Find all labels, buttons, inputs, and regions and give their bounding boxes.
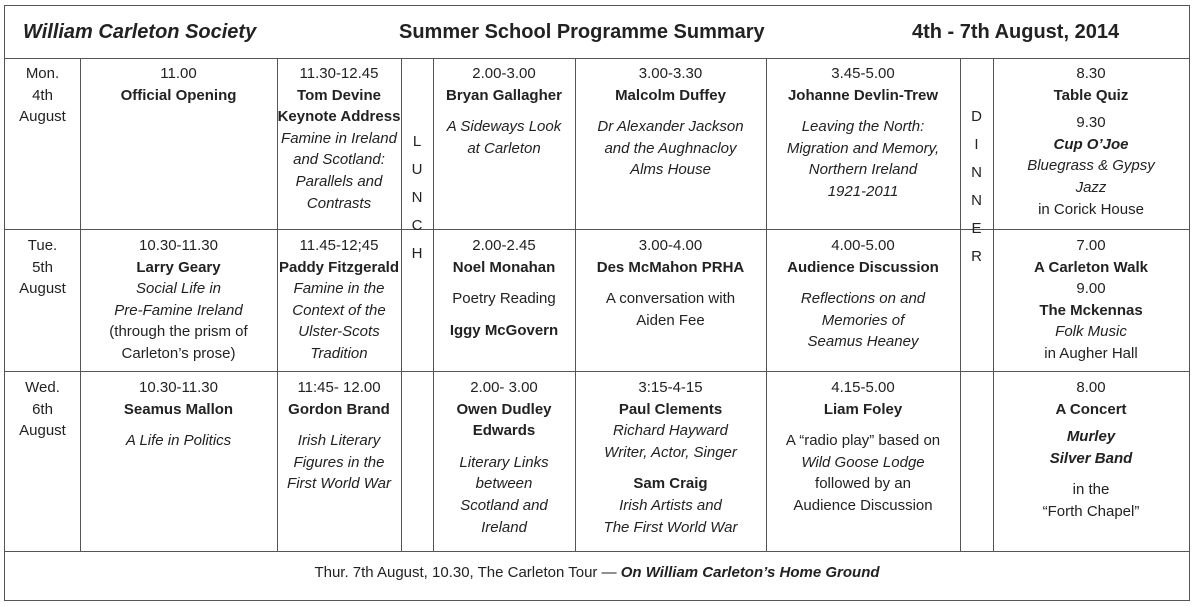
day-monday: Mon. 4th August: [19, 65, 66, 126]
session-mon-3: 2.00-3.00 Bryan Gallagher A Sideways Look at Carleton: [446, 65, 562, 157]
session-tue-4: 3.00-4.00 Des McMahon PRHA A conversation with Aiden Fee: [596, 237, 745, 329]
session-wed-2: 11:45- 12.00 Gordon Brand Irish Literary Figures in the First World War: [287, 379, 391, 493]
programme-dates: 4th - 7th August, 2014: [912, 21, 1120, 43]
day-wednesday: Wed. 6th August: [19, 379, 66, 440]
session-wed-evening: 8.00 A Concert Murley Silver Band in the “Forth Chapel”: [1042, 379, 1140, 520]
footer-highlight: On William Carleton’s Home Ground: [620, 564, 880, 581]
session-wed-1: 10.30-11.30 Seamus Mallon A Life in Politics: [123, 379, 234, 450]
society-name: William Carleton Society: [23, 21, 257, 43]
session-tue-5: 4.00-5.00 Audience Discussion Reflections on and Memories of Seamus Heaney: [787, 237, 939, 351]
session-mon-4: 3.00-3.30 Malcolm Duffey Dr Alexander Jackson and the Aughnacloy Alms House: [597, 65, 744, 179]
session-wed-4: 3:15-4-15 Paul Clements Richard Hayward Writer, Actor, Singer Sam Craig Irish Artists and The First World War: [603, 379, 738, 536]
dinner-label: D I N N E R: [971, 108, 982, 265]
session-tue-1: 10.30-11.30 Larry Geary Social Life in Pre-Famine Ireland (through the prism of Carleton’s prose): [109, 237, 248, 362]
header-divider: [5, 58, 1189, 59]
session-wed-5: 4.15-5.00 Liam Foley A “radio play” based on Wild Goose Lodge followed by an Audience Discussion: [785, 379, 941, 514]
footer-tour: [5, 553, 1189, 599]
programme-title: Summer School Programme Summary: [399, 21, 765, 43]
session-tue-3: 2.00-2.45 Noel Monahan Poetry Reading Iggy McGovern: [449, 237, 559, 339]
session-wed-3: 2.00- 3.00 Owen Dudley Edwards Literary Links between Scotland and Ireland: [456, 379, 552, 536]
session-mon-2: 11.30-12.45 Tom Devine Keynote Address Famine in Ireland and Scotland: Parallels and Contrasts: [277, 65, 401, 212]
session-tue-2: 11.45-12;45 Paddy Fitzgerald Famine in the Context of the Ulster-Scots Tradition: [278, 237, 400, 362]
session-tue-evening: 7.00 A Carleton Walk 9.00 The Mckennas Folk Music in Augher Hall: [1034, 237, 1148, 362]
footer-divider: [5, 551, 1189, 552]
programme-table: [4, 5, 1190, 601]
lunch-label: L U N C H: [411, 133, 423, 262]
row-divider-1: [5, 229, 1189, 230]
footer-text: Thur. 7th August, 10.30, The Carleton Tour —: [314, 564, 621, 581]
session-mon-evening: 8.30 Table Quiz 9.30 Cup O’Joe Bluegrass & Gypsy Jazz in Corick House: [1027, 65, 1155, 218]
day-tuesday: Tue. 5th August: [19, 237, 66, 298]
session-mon-5: 3.45-5.00 Johanne Devlin-Trew Leaving the North: Migration and Memory, Northern Ireland 1921-2011: [786, 65, 940, 200]
row-divider-2: [5, 371, 1189, 372]
session-mon-1: 11.00 Official Opening: [120, 65, 237, 104]
